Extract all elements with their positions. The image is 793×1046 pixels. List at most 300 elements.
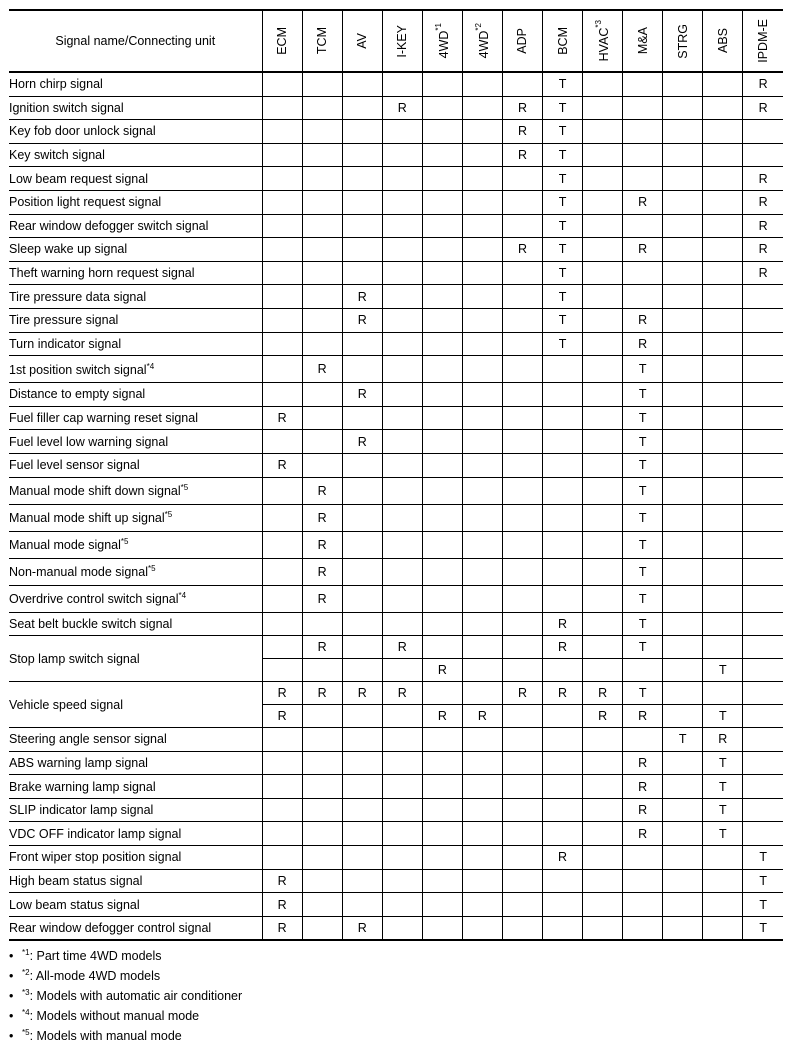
- signal-cell: [743, 636, 783, 659]
- signal-cell: [262, 356, 302, 383]
- signal-cell: [382, 916, 422, 940]
- signal-cell: [382, 190, 422, 214]
- signal-cell: [262, 214, 302, 238]
- signal-name-text: High beam status signal: [9, 873, 143, 888]
- signal-footnote-mark: *5: [120, 536, 129, 546]
- signal-name-text: Sleep wake up signal: [9, 242, 128, 257]
- signal-cell: T: [542, 72, 582, 96]
- table-body: [9, 72, 783, 940]
- signal-name-text: Brake warning lamp signal: [9, 779, 156, 794]
- signal-cell: [382, 558, 422, 585]
- signal-cell: [663, 356, 703, 383]
- signal-cell: [422, 308, 462, 332]
- signal-footnote-mark: *4: [146, 361, 155, 371]
- signal-cell: [462, 72, 502, 96]
- signal-cell: R: [502, 143, 542, 167]
- signal-cell: R: [743, 72, 783, 96]
- footnote-item: [9, 1003, 242, 1023]
- unit-header-label: [716, 28, 730, 53]
- unit-label-text: I-KEY: [395, 24, 410, 58]
- signal-cell: T: [743, 893, 783, 917]
- signal-cell: T: [743, 869, 783, 893]
- signal-cell: [422, 285, 462, 309]
- signal-cell: [342, 190, 382, 214]
- signal-cell: [583, 585, 623, 612]
- signal-cell: [262, 261, 302, 285]
- signal-cell: [583, 453, 623, 477]
- footnote-text: : Part time 4WD models: [29, 949, 162, 964]
- signal-cell: [583, 477, 623, 504]
- signal-cell: [502, 190, 542, 214]
- unit-footnote-mark: *2: [473, 23, 483, 31]
- signal-name-header: Signal name/Connecting unit: [9, 10, 262, 72]
- unit-label-text: AV: [355, 33, 370, 49]
- signal-cell: [462, 238, 502, 262]
- signal-cell: [703, 261, 743, 285]
- signal-cell: [542, 356, 582, 383]
- signal-cell: R: [743, 214, 783, 238]
- unit-header: [663, 10, 703, 72]
- signal-cell: T: [542, 167, 582, 191]
- signal-cell: [262, 636, 302, 659]
- signal-cell: [623, 96, 663, 120]
- signal-cell: [542, 383, 582, 407]
- signal-cell: [302, 261, 342, 285]
- signal-cell: [703, 383, 743, 407]
- signal-cell: T: [623, 406, 663, 430]
- table-row: [9, 308, 783, 332]
- signal-cell: [302, 285, 342, 309]
- signal-cell: [422, 893, 462, 917]
- signal-cell: R: [542, 636, 582, 659]
- signal-cell: [382, 659, 422, 682]
- signal-cell: [743, 120, 783, 144]
- table-row: [9, 430, 783, 454]
- unit-header: [743, 10, 783, 72]
- unit-header-label: [636, 27, 650, 54]
- signal-cell: [382, 308, 422, 332]
- signal-cell: [462, 775, 502, 799]
- signal-cell: [302, 143, 342, 167]
- signal-cell: [262, 120, 302, 144]
- signal-cell: [262, 612, 302, 636]
- signal-cell: [583, 916, 623, 940]
- signal-cell: [583, 167, 623, 191]
- signal-cell: [583, 356, 623, 383]
- signal-name-text: Overdrive control switch signal: [9, 592, 179, 607]
- signal-cell: [583, 96, 623, 120]
- signal-cell: [663, 751, 703, 775]
- footnote-mark: *5: [22, 1028, 30, 1037]
- signal-cell: [703, 167, 743, 191]
- signal-cell: R: [462, 705, 502, 728]
- signal-name: [9, 332, 262, 356]
- signal-cell: [342, 531, 382, 558]
- signal-cell: [262, 822, 302, 846]
- signal-cell: [743, 775, 783, 799]
- signal-cell: [302, 383, 342, 407]
- signal-cell: [262, 504, 302, 531]
- signal-cell: R: [262, 406, 302, 430]
- signal-cell: [382, 356, 422, 383]
- signal-cell: [382, 728, 422, 752]
- signal-cell: [663, 705, 703, 728]
- signal-cell: T: [663, 728, 703, 752]
- table-row: [9, 751, 783, 775]
- signal-cell: [422, 261, 462, 285]
- signal-cell: [502, 453, 542, 477]
- signal-cell: [743, 659, 783, 682]
- signal-cell: [342, 167, 382, 191]
- signal-cell: [623, 261, 663, 285]
- signal-cell: [462, 504, 502, 531]
- signal-cell: [422, 332, 462, 356]
- signal-cell: [542, 751, 582, 775]
- signal-cell: R: [302, 356, 342, 383]
- signal-cell: [422, 96, 462, 120]
- signal-name-text: Rear window defogger control signal: [9, 921, 212, 936]
- signal-cell: [462, 822, 502, 846]
- signal-cell: [542, 453, 582, 477]
- signal-cell: [703, 356, 743, 383]
- signal-cell: [422, 120, 462, 144]
- signal-name: [9, 636, 262, 682]
- signal-name-text: ABS warning lamp signal: [9, 755, 148, 770]
- signal-cell: R: [623, 308, 663, 332]
- table-row: [9, 728, 783, 752]
- signal-cell: [382, 238, 422, 262]
- signal-cell: R: [743, 261, 783, 285]
- signal-cell: [462, 383, 502, 407]
- signal-cell: [583, 846, 623, 870]
- signal-cell: [262, 332, 302, 356]
- signal-cell: T: [743, 916, 783, 940]
- signal-cell: R: [262, 705, 302, 728]
- signal-cell: R: [382, 682, 422, 705]
- signal-cell: [542, 775, 582, 799]
- signal-cell: [502, 822, 542, 846]
- signal-cell: [663, 585, 703, 612]
- signal-name: [9, 504, 262, 531]
- table-row: [9, 143, 783, 167]
- signal-cell: R: [743, 96, 783, 120]
- table-row: [9, 453, 783, 477]
- unit-header-label: [515, 28, 529, 54]
- signal-cell: [583, 332, 623, 356]
- signal-cell: [422, 72, 462, 96]
- signal-cell: [583, 531, 623, 558]
- signal-cell: T: [623, 585, 663, 612]
- signal-name-text: Tire pressure data signal: [9, 289, 147, 304]
- unit-header: [302, 10, 342, 72]
- signal-cell: [623, 143, 663, 167]
- signal-cell: R: [422, 659, 462, 682]
- signal-name: [9, 798, 262, 822]
- signal-cell: [382, 332, 422, 356]
- signal-cell: [262, 96, 302, 120]
- signal-cell: [342, 585, 382, 612]
- signal-cell: [302, 453, 342, 477]
- signal-name: [9, 190, 262, 214]
- signal-cell: [262, 775, 302, 799]
- signal-cell: [302, 775, 342, 799]
- signal-name-text: Distance to empty signal: [9, 387, 146, 402]
- signal-cell: [663, 308, 703, 332]
- signal-cell: [302, 822, 342, 846]
- signal-cell: [703, 916, 743, 940]
- unit-header-label: [676, 24, 690, 59]
- signal-name-text: Low beam request signal: [9, 171, 148, 186]
- signal-cell: [462, 214, 502, 238]
- unit-header-wrap: [543, 11, 582, 71]
- signal-cell: T: [623, 682, 663, 705]
- signal-cell: [302, 916, 342, 940]
- signal-cell: [342, 846, 382, 870]
- signal-name: [9, 531, 262, 558]
- signal-cell: [743, 477, 783, 504]
- signal-cell: R: [302, 504, 342, 531]
- signal-name-text: Vehicle speed signal: [9, 697, 123, 712]
- signal-cell: [262, 238, 302, 262]
- signal-cell: T: [542, 261, 582, 285]
- signal-cell: [663, 612, 703, 636]
- signal-cell: [502, 356, 542, 383]
- signal-cell: [382, 798, 422, 822]
- unit-header-wrap: [623, 11, 662, 71]
- signal-cell: [583, 893, 623, 917]
- signal-cell: [302, 238, 342, 262]
- signal-cell: [302, 893, 342, 917]
- signal-cell: [583, 612, 623, 636]
- signal-cell: [542, 477, 582, 504]
- signal-cell: [583, 285, 623, 309]
- signal-name: [9, 612, 262, 636]
- footnote-text: : Models without manual mode: [29, 1009, 200, 1024]
- signal-cell: [342, 72, 382, 96]
- signal-cell: [422, 453, 462, 477]
- signal-cell: [583, 143, 623, 167]
- unit-header-label: [556, 27, 570, 55]
- signal-cell: T: [623, 636, 663, 659]
- signal-cell: [663, 636, 703, 659]
- signal-cell: [382, 214, 422, 238]
- signal-cell: [462, 728, 502, 752]
- signal-cell: [422, 406, 462, 430]
- signal-cell: [663, 453, 703, 477]
- signal-cell: [462, 406, 502, 430]
- signal-cell: [583, 775, 623, 799]
- signal-cell: [302, 869, 342, 893]
- signal-cell: T: [542, 214, 582, 238]
- signal-cell: [422, 383, 462, 407]
- signal-cell: [663, 332, 703, 356]
- signal-cell: [623, 846, 663, 870]
- signal-cell: [703, 893, 743, 917]
- signal-cell: R: [302, 477, 342, 504]
- signal-cell: [302, 308, 342, 332]
- signal-cell: [262, 383, 302, 407]
- signal-cell: T: [542, 308, 582, 332]
- signal-cell: [342, 798, 382, 822]
- signal-cell: [382, 477, 422, 504]
- signal-cell: [462, 751, 502, 775]
- bullet-icon: •: [9, 949, 14, 964]
- signal-cell: [663, 659, 703, 682]
- signal-cell: [743, 453, 783, 477]
- signal-cell: [502, 504, 542, 531]
- signal-cell: R: [542, 682, 582, 705]
- signal-cell: [542, 558, 582, 585]
- signal-cell: [302, 659, 342, 682]
- signal-cell: [743, 308, 783, 332]
- signal-cell: [302, 612, 342, 636]
- footnote-mark: *3: [22, 988, 30, 997]
- signal-cell: [542, 705, 582, 728]
- signal-name-text: Stop lamp switch signal: [9, 651, 140, 666]
- signal-name-text: Position light request signal: [9, 195, 162, 210]
- signal-cell: R: [302, 558, 342, 585]
- signal-cell: [743, 728, 783, 752]
- signal-cell: [422, 612, 462, 636]
- signal-cell: [262, 558, 302, 585]
- unit-header-label: [756, 19, 770, 63]
- signal-cell: [542, 728, 582, 752]
- signal-cell: [743, 798, 783, 822]
- signal-cell: [623, 120, 663, 144]
- table-row: [9, 261, 783, 285]
- signal-cell: T: [623, 504, 663, 531]
- signal-name: [9, 356, 262, 383]
- signal-cell: [703, 214, 743, 238]
- signal-cell: [502, 705, 542, 728]
- signal-cell: [502, 430, 542, 454]
- signal-cell: [382, 705, 422, 728]
- signal-cell: T: [703, 798, 743, 822]
- signal-cell: R: [262, 893, 302, 917]
- signal-cell: [342, 558, 382, 585]
- signal-cell: [382, 775, 422, 799]
- signal-cell: T: [703, 751, 743, 775]
- signal-name: [9, 822, 262, 846]
- signal-cell: [583, 504, 623, 531]
- unit-header-label: [395, 25, 409, 58]
- signal-cell: [342, 120, 382, 144]
- signal-cell: [262, 846, 302, 870]
- signal-cell: [262, 143, 302, 167]
- signal-cell: [502, 659, 542, 682]
- signal-cell: [342, 96, 382, 120]
- signal-cell: [262, 659, 302, 682]
- unit-footnote-mark: *1: [433, 23, 443, 31]
- signal-cell: T: [623, 356, 663, 383]
- signal-cell: T: [542, 120, 582, 144]
- footnote-item: [9, 963, 242, 983]
- signal-name-text: Low beam status signal: [9, 897, 140, 912]
- signal-cell: [462, 846, 502, 870]
- signal-cell: [703, 585, 743, 612]
- signal-name: [9, 869, 262, 893]
- unit-label-text: 4WD: [476, 30, 491, 59]
- unit-header: [342, 10, 382, 72]
- footnote-mark: *1: [22, 948, 30, 957]
- signal-cell: [583, 72, 623, 96]
- signal-cell: [462, 869, 502, 893]
- signal-cell: R: [342, 285, 382, 309]
- signal-cell: [743, 558, 783, 585]
- signal-cell: [663, 869, 703, 893]
- signal-cell: [422, 190, 462, 214]
- signal-cell: [382, 869, 422, 893]
- signal-cell: [422, 636, 462, 659]
- signal-name: [9, 430, 262, 454]
- signal-cell: [703, 308, 743, 332]
- unit-label-text: HVAC: [597, 27, 612, 62]
- signal-name: [9, 682, 262, 728]
- unit-header-wrap: [303, 11, 342, 71]
- unit-header-wrap: [663, 11, 702, 71]
- unit-header-label: [434, 23, 451, 58]
- can-signal-table: [9, 9, 783, 941]
- signal-cell: [382, 383, 422, 407]
- signal-name: [9, 751, 262, 775]
- signal-name-text: Fuel level low warning signal: [9, 434, 169, 449]
- footnote-item: [9, 943, 242, 963]
- signal-cell: [703, 332, 743, 356]
- unit-header-wrap: [423, 11, 462, 71]
- signal-cell: [342, 214, 382, 238]
- signal-name: [9, 214, 262, 238]
- signal-cell: R: [342, 682, 382, 705]
- signal-cell: [502, 798, 542, 822]
- signal-cell: [462, 261, 502, 285]
- signal-cell: R: [703, 728, 743, 752]
- signal-cell: [262, 308, 302, 332]
- signal-cell: [342, 751, 382, 775]
- signal-name: [9, 167, 262, 191]
- signal-name: [9, 96, 262, 120]
- signal-cell: [743, 682, 783, 705]
- signal-cell: [703, 682, 743, 705]
- signal-cell: R: [623, 822, 663, 846]
- signal-cell: [422, 798, 462, 822]
- signal-cell: [663, 72, 703, 96]
- table-row: [9, 238, 783, 262]
- signal-cell: [623, 728, 663, 752]
- signal-name-text: Seat belt buckle switch signal: [9, 616, 173, 631]
- signal-cell: [302, 430, 342, 454]
- signal-cell: [462, 893, 502, 917]
- signal-cell: T: [542, 238, 582, 262]
- signal-cell: [663, 214, 703, 238]
- signal-cell: [623, 167, 663, 191]
- unit-header: [703, 10, 743, 72]
- signal-cell: [342, 705, 382, 728]
- signal-cell: [743, 356, 783, 383]
- signal-cell: [382, 120, 422, 144]
- signal-cell: R: [382, 636, 422, 659]
- signal-cell: [262, 585, 302, 612]
- signal-name: [9, 775, 262, 799]
- signal-cell: [422, 477, 462, 504]
- table-row: [9, 356, 783, 383]
- unit-header-label: [355, 33, 369, 49]
- unit-label-text: TCM: [315, 27, 330, 55]
- signal-cell: [422, 822, 462, 846]
- signal-cell: T: [743, 846, 783, 870]
- signal-cell: [542, 893, 582, 917]
- signal-cell: [703, 636, 743, 659]
- signal-cell: [663, 822, 703, 846]
